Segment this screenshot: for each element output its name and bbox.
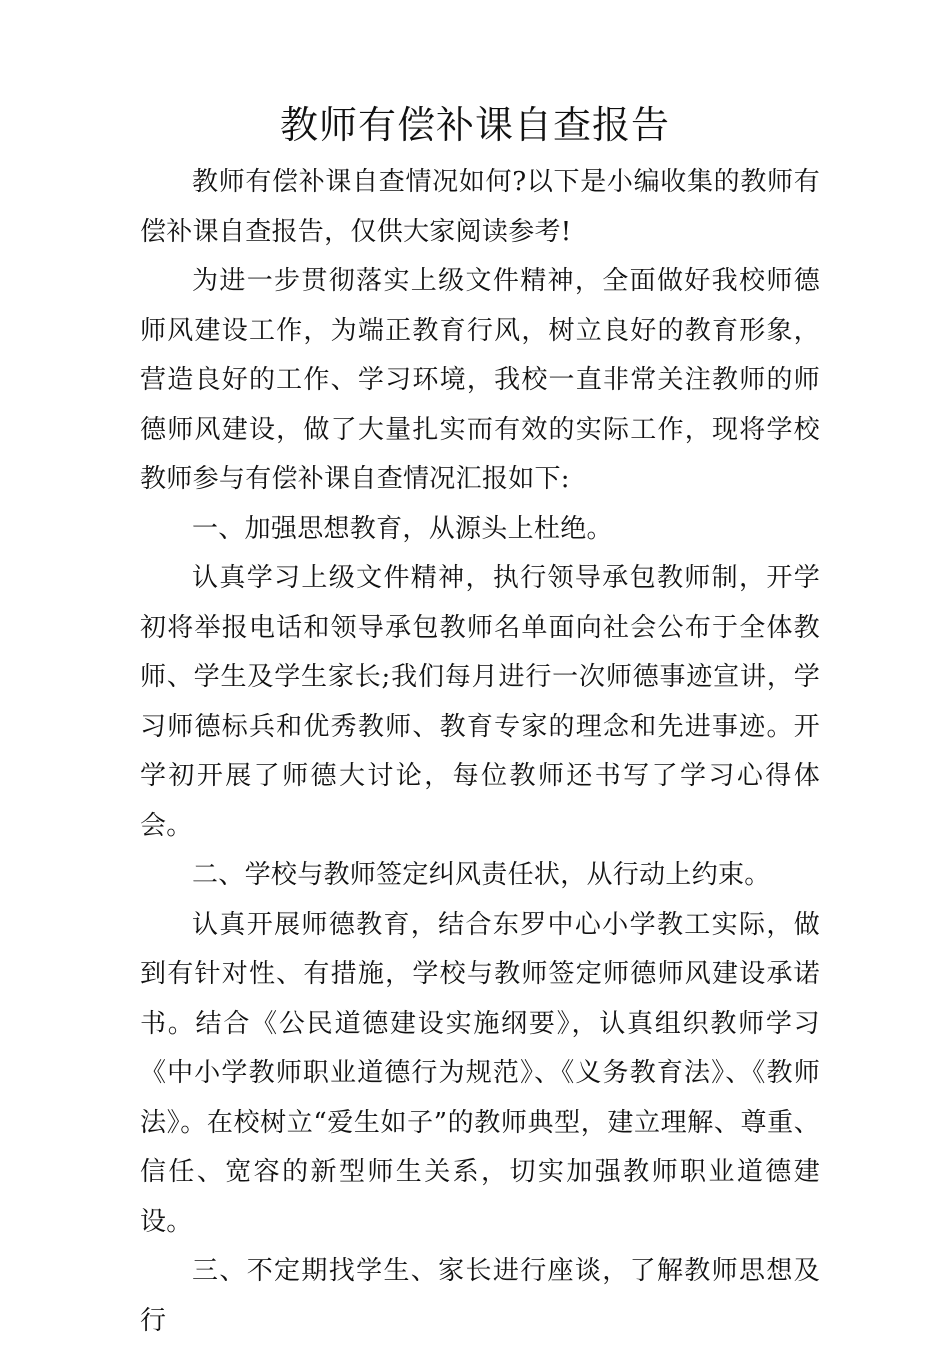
paragraph-background: 为进一步贯彻落实上级文件精神，全面做好我校师德师风建设工作，为端正教育行风，树立良好的教育形象，营造良好的工作、学习环境，我校一直非常关注教师的师德师风建设，做了大量扎实而有效的实际工作，现将学校教师参与有偿补课自查情况汇报如下: [140, 266, 820, 494]
paragraph-section-1: 认真学习上级文件精神，执行领导承包教师制，开学初将举报电话和领导承包教师名单面向社会公布于全体教师、学生及学生家长;我们每月进行一次师德事迹宣讲，学习师德标兵和优秀教师、教育专家的理念和先进事迹。开学初开展了师德大讨论，每位教师还书写了学习心得体会。 [140, 563, 820, 841]
section-heading-1: 一、加强思想教育，从源头上杜绝。 [192, 513, 613, 544]
paragraph-section-2: 认真开展师德教育，结合东罗中心小学教工实际，做到有针对性、有措施，学校与教师签定师德师风建设承诺书。结合《公民道德建设实施纲要》，认真组织教师学习《中小学教师职业道德行为规范》、《义务教育法》、《教师法》。在校树立“爱生如子”的教师典型，建立理解、尊重、信任、宽容的新型师生关系，切实加强教师职业道德建设。 [140, 909, 820, 1237]
document-body [140, 158, 820, 1346]
section-heading-3: 三、不定期找学生、家长进行座谈，了解教师思想及行 [140, 1256, 820, 1336]
document-title: 教师有偿补课自查报告 [279, 103, 670, 147]
paragraph-intro: 教师有偿补课自查情况如何?以下是小编收集的教师有偿补课自查报告，仅供大家阅读参考! [140, 167, 820, 247]
section-heading-2: 二、学校与教师签定纠风责任状，从行动上约束。 [192, 860, 771, 890]
